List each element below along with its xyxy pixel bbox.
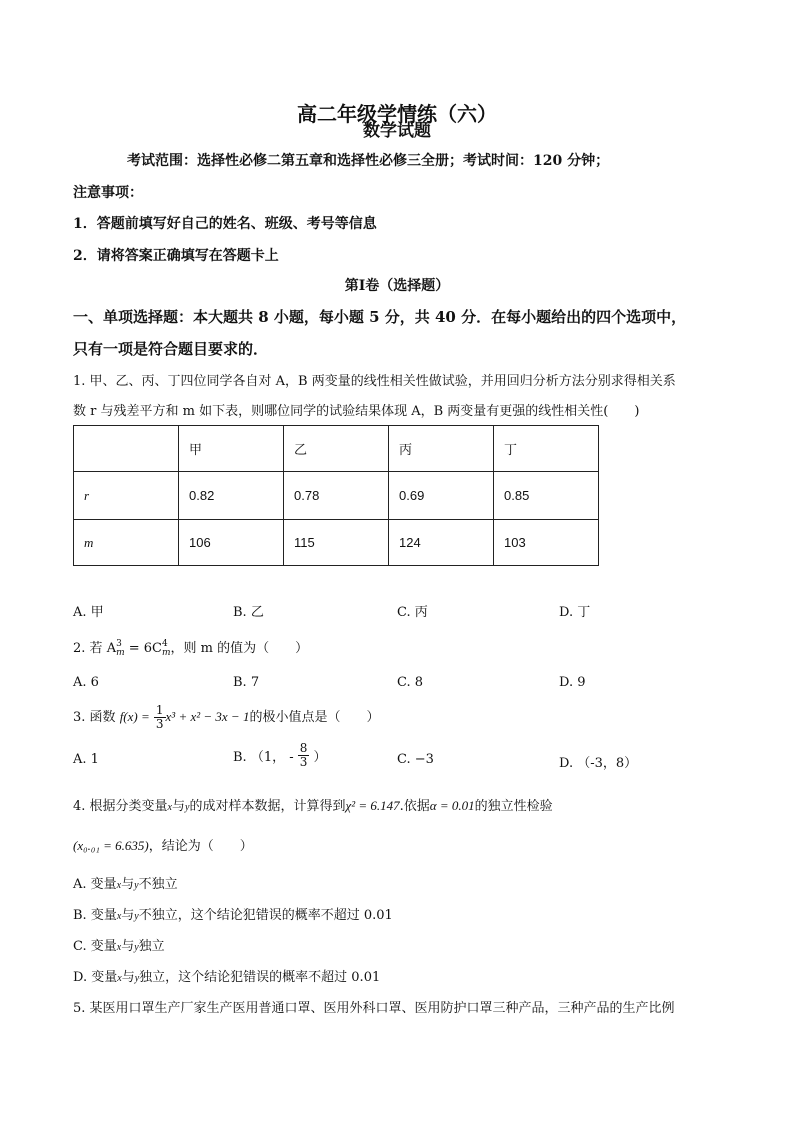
table-header-row [74, 426, 599, 472]
table-cell: 0.85 [494, 472, 599, 520]
q3-expression: x³ + x² − 3x − 1 [165, 709, 250, 724]
table-header-cell: 丁 [494, 426, 599, 472]
q3-suffix: 的极小值点是（ ） [249, 710, 380, 725]
q4-option-text: 独立 [138, 939, 165, 954]
q4-stem-line2 [73, 835, 253, 854]
q3-b-num: 8 [299, 741, 308, 755]
q2-permutation [106, 638, 125, 658]
row-label: m [74, 520, 179, 566]
q4-stem-line1 [73, 795, 553, 814]
section-instruction-1: 一、单项选择题：本大题共 8 小题，每小题 5 分，共 40 分．在每小题给出的四个选项中， [73, 308, 687, 326]
q2-option-d: D. 9 [559, 675, 586, 690]
table-cell: 0.78 [284, 472, 389, 520]
q2-perm-sub: m [116, 647, 125, 658]
q2-comb-sup: 4 [162, 638, 168, 649]
q3-option-c: C. −3 [397, 752, 434, 767]
table-header-cell: 丙 [389, 426, 494, 472]
page-title: 高二年级学情练（六） [297, 102, 497, 126]
q4-text: 4. 根据分类变量 [73, 799, 168, 814]
q4-var-y: y [134, 942, 139, 953]
q4-var-y: y [134, 973, 140, 984]
section-instruction-2: 只有一项是符合题目要求的． [73, 340, 269, 358]
notes-heading: 注意事项： [73, 185, 143, 201]
exam-info: 考试范围：选择性必修二第五章和选择性必修三全册；考试时间：120 分钟； [127, 153, 610, 169]
q4-alpha: α = 0.01 [429, 798, 475, 813]
q4-option-text: D. 变量 [73, 970, 118, 985]
q3-b-den: 3 [299, 755, 308, 769]
table-cell: 103 [494, 520, 599, 566]
q3-option-b-fraction [298, 742, 310, 769]
table-cell: 115 [284, 520, 389, 566]
q4-option-a [73, 873, 178, 892]
note-item-1: 1．答题前填写好自己的姓名、班级、考号等信息 [73, 216, 377, 232]
table-row [74, 472, 599, 520]
q4-var-y: y [134, 911, 139, 922]
q4-option-text: 与 [121, 877, 135, 892]
q4-chi-square: χ² = 6.147 [345, 798, 400, 813]
q3-option-b [233, 742, 327, 769]
q1-option-b: B. 乙 [233, 605, 264, 620]
q4-text: ，结论为（ ） [148, 839, 253, 854]
q2-perm-sup: 3 [116, 638, 122, 649]
q4-option-text: B. 变量 [73, 908, 117, 923]
q2-option-a: A. 6 [73, 675, 99, 690]
q4-var-y: y [134, 880, 139, 891]
table-header-cell [74, 426, 179, 472]
q4-option-b [73, 904, 393, 923]
q4-option-d [73, 966, 380, 985]
q1-option-c: C. 丙 [397, 605, 428, 620]
q3-option-b-suffix: ） [313, 750, 327, 765]
q3-stem [73, 704, 379, 731]
q4-option-c [73, 935, 165, 954]
section-title: 第Ⅰ卷（选择题） [344, 278, 450, 294]
q4-var-x: x [167, 802, 172, 813]
q2-comb-sub: m [162, 647, 171, 658]
q1-option-a: A. 甲 [73, 605, 104, 620]
q3-frac-num: 1 [155, 703, 164, 717]
table-cell: 124 [389, 520, 494, 566]
table-row [74, 520, 599, 566]
q4-option-text: 与 [121, 908, 135, 923]
q2-perm-base: A [106, 641, 117, 656]
q4-var-x: x [116, 880, 122, 891]
table-header-cell: 甲 [179, 426, 284, 472]
q4-text: 的成对样本数据，计算得到 [189, 799, 346, 814]
q3-prefix: 3. 函数 [73, 710, 116, 725]
row-label: r [74, 472, 179, 520]
table-cell: 106 [179, 520, 284, 566]
q4-var-y: y [185, 802, 190, 813]
q4-option-text: A. 变量 [73, 877, 117, 892]
q4-option-text: 与 [121, 939, 135, 954]
q3-option-d: D. （-3，8） [559, 756, 638, 771]
q3-frac-den: 3 [155, 717, 164, 731]
q1-stem-line1: 1. 甲、乙、丙、丁四位同学各自对 A，B 两变量的线性相关性做试验，并用回归分析方法分别求得相关系 [73, 374, 676, 389]
q3-option-a: A. 1 [73, 752, 99, 767]
q4-var-x: x [116, 911, 122, 922]
q4-critical-value: (x₀.₀₁ = 6.635) [73, 838, 149, 853]
q4-text: 与 [172, 799, 186, 814]
q1-data-table [73, 425, 599, 566]
q4-text: .依据 [399, 799, 430, 814]
q4-option-text: 不独立，这个结论犯错误的概率不超过 0.01 [138, 908, 393, 923]
q4-var-x: x [116, 942, 122, 953]
page-subtitle: 数学试题 [363, 121, 431, 141]
q2-prefix: 2. 若 [73, 641, 103, 656]
q3-function: f(x) = [119, 709, 150, 724]
q3-option-b-prefix: B. （1， - [233, 750, 294, 765]
q1-stem-line2: 数 r 与残差平方和 m 如下表，则哪位同学的试验结果体现 A，B 两变量有更强的线性相关性( ) [73, 404, 640, 419]
table-header-cell: 乙 [284, 426, 389, 472]
q5-stem-line1: 5. 某医用口罩生产厂家生产医用普通口罩、医用外科口罩、医用防护口罩三种产品，三种产品的生产比例 [73, 1001, 675, 1016]
q4-var-x: x [117, 973, 122, 984]
q2-option-c: C. 8 [397, 675, 424, 690]
q4-option-text: 与 [121, 970, 135, 985]
q2-stem [73, 637, 308, 658]
q1-option-d: D. 丁 [559, 605, 591, 620]
q4-option-text: 独立，这个结论犯错误的概率不超过 0.01 [139, 970, 381, 985]
q3-fraction [154, 704, 166, 731]
q4-option-text: 不独立 [138, 877, 178, 892]
q4-text: 的独立性检验 [474, 799, 553, 814]
q2-suffix: ，则 m 的值为（ ） [170, 641, 309, 656]
table-cell: 0.69 [389, 472, 494, 520]
q4-option-text: C. 变量 [73, 939, 117, 954]
table-cell: 0.82 [179, 472, 284, 520]
q2-option-b: B. 7 [233, 675, 260, 690]
q2-equals: = 6C [124, 641, 162, 656]
note-item-2: 2．请将答案正确填写在答题卡上 [73, 248, 279, 264]
